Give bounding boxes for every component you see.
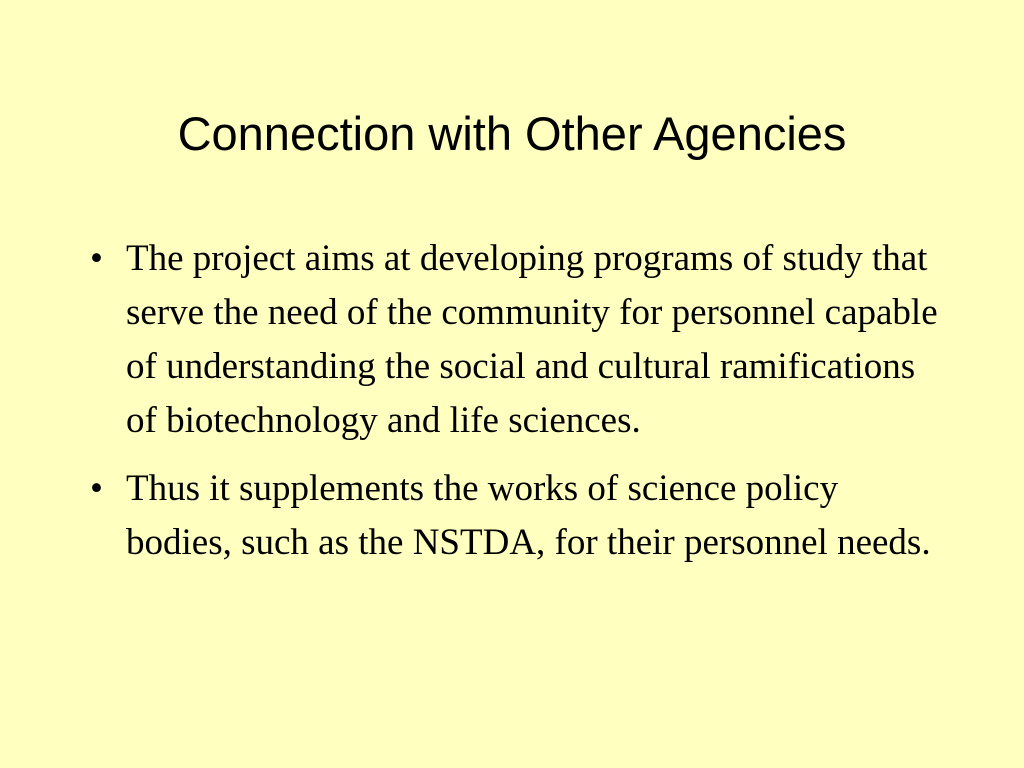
bullet-marker: • [90, 468, 103, 509]
bullet-list [90, 232, 950, 584]
bullet-marker: • [90, 238, 103, 279]
bullet-text: The project aims at developing programs of study that serve the need of the community for personnel capable of understanding the social and cultural ramifications of biotechnology and life sciences. [126, 238, 938, 441]
bullet-item [90, 232, 950, 448]
bullet-item [90, 462, 950, 570]
bullet-text: Thus it supplements the works of science policy bodies, such as the NSTDA, for their personnel needs. [126, 468, 931, 563]
slide-title: Connection with Other Agencies [177, 107, 847, 160]
